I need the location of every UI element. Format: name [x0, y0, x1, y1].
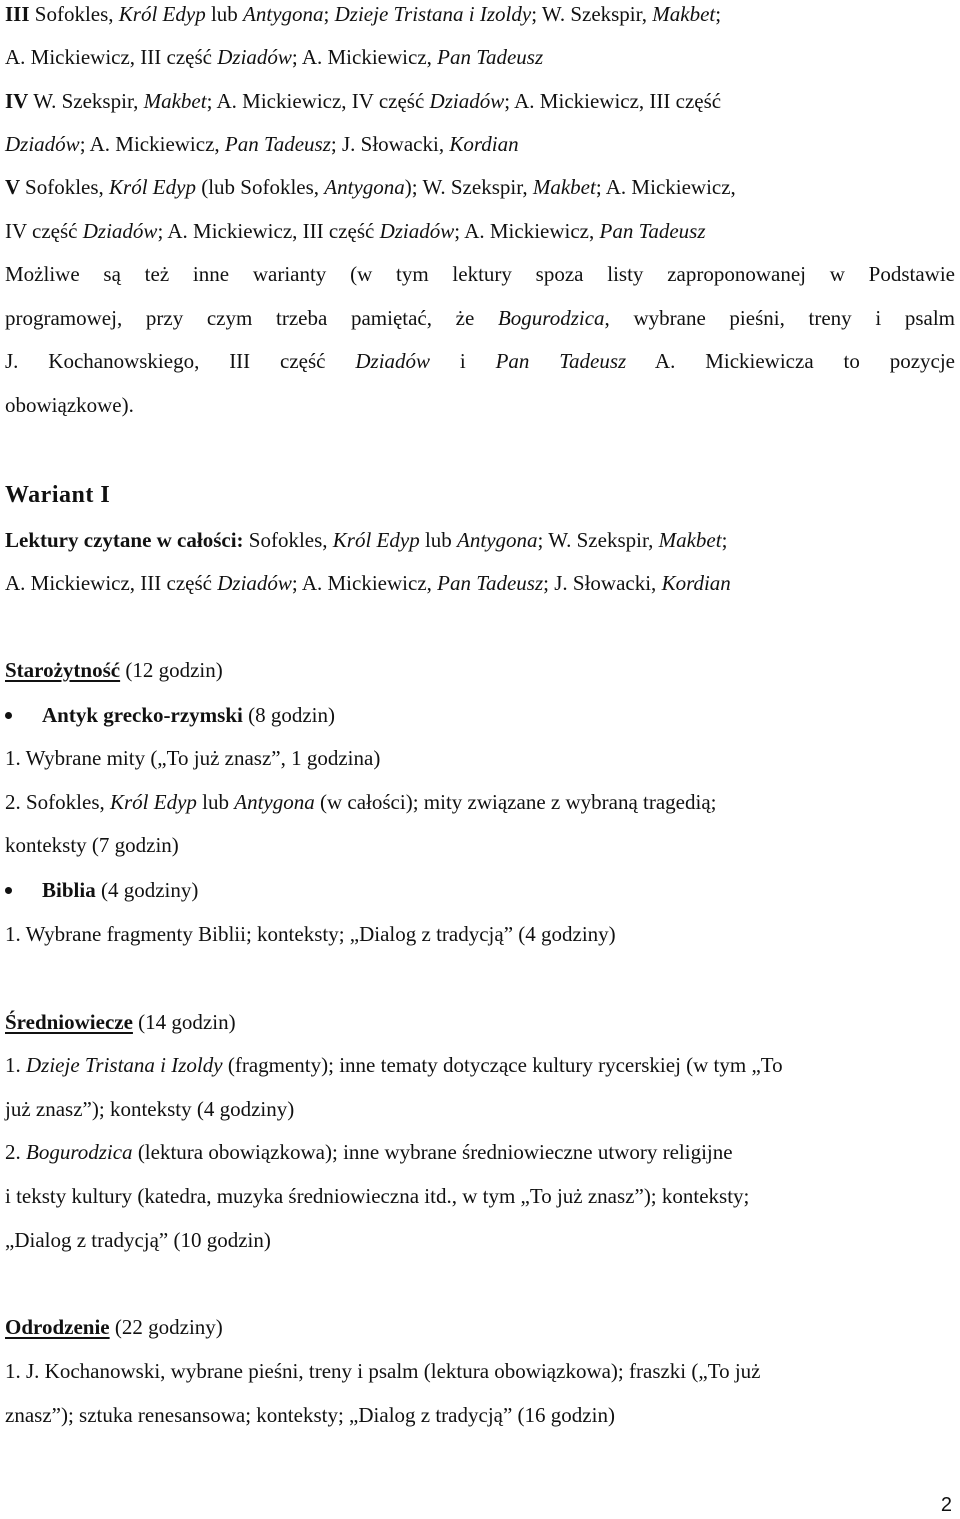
bullet-antyk: Antyk grecko-rzymski (8 godzin): [5, 703, 335, 727]
variant-readings-line-2: A. Mickiewicz, III część Dziadów; A. Mickiewicz, Pan Tadeusz; J. Słowacki, Kordian: [5, 571, 731, 595]
antiquity-item-1: 1. Wybrane mity („To już znasz”, 1 godzina): [5, 746, 381, 770]
antiquity-item-2-cont: konteksty (7 godzin): [5, 833, 179, 857]
variant-III-line-2: A. Mickiewicz, III część Dziadów; A. Mickiewicz, Pan Tadeusz: [5, 45, 544, 69]
bullet-icon: [5, 712, 12, 719]
renaissance-item-1: 1. J. Kochanowski, wybrane pieśni, treny i psalm (lektura obowiązkowa); fraszki („To już: [5, 1359, 761, 1383]
antiquity-item-3: 1. Wybrane fragmenty Biblii; konteksty; „Dialog z tradycją” (4 godziny): [5, 922, 616, 946]
note-line-4: obowiązkowe).: [5, 393, 134, 417]
note-line-3: J. Kochanowskiego, III część Dziadów i Pan Tadeusz A. Mickiewicza to pozycje: [5, 349, 955, 373]
variant-V-line-2: IV część Dziadów; A. Mickiewicz, III część Dziadów; A. Mickiewicz, Pan Tadeusz: [5, 219, 706, 243]
renaissance-item-1-cont: znasz”); sztuka renesansowa; konteksty; „Dialog z tradycją” (16 godzin): [5, 1403, 615, 1427]
variant-heading: Wariant I: [5, 482, 111, 508]
variant-readings-line-1: Lektury czytane w całości: Sofokles, Król Edyp lub Antygona; W. Szekspir, Makbet;: [5, 528, 728, 552]
section-antiquity-title: Starożytność (12 godzin): [5, 658, 223, 682]
variant-III-line: III Sofokles, Król Edyp lub Antygona; Dzieje Tristana i Izoldy; W. Szekspir, Makbet;: [5, 2, 722, 26]
middle-ages-item-2-cont-2: „Dialog z tradycją” (10 godzin): [5, 1228, 271, 1252]
middle-ages-item-1: 1. Dzieje Tristana i Izoldy (fragmenty); inne tematy dotyczące kultury rycerskiej (w tym „To: [5, 1053, 783, 1077]
variant-IV-line-2: Dziadów; A. Mickiewicz, Pan Tadeusz; J. Słowacki, Kordian: [5, 132, 519, 156]
middle-ages-item-2-cont: i teksty kultury (katedra, muzyka średniowieczna itd., w tym „To już znasz”); konteksty;: [5, 1184, 750, 1208]
bullet-biblia: Biblia (4 godziny): [5, 878, 198, 902]
variant-IV-line: IV W. Szekspir, Makbet; A. Mickiewicz, IV część Dziadów; A. Mickiewicz, III część: [5, 89, 722, 113]
variant-V-line: V Sofokles, Król Edyp (lub Sofokles, Antygona); W. Szekspir, Makbet; A. Mickiewicz,: [5, 175, 736, 199]
note-line-1: Możliwe są też inne warianty (w tym lektury spoza listy zaproponowanej w Podstawie: [5, 262, 955, 286]
middle-ages-item-1-cont: już znasz”); konteksty (4 godziny): [5, 1097, 295, 1121]
section-renaissance-title: Odrodzenie (22 godziny): [5, 1315, 223, 1339]
page-number: 2: [940, 1494, 952, 1516]
bullet-icon: [5, 887, 12, 894]
middle-ages-item-2: 2. Bogurodzica (lektura obowiązkowa); inne wybrane średniowieczne utwory religijne: [5, 1140, 733, 1164]
note-line-2: programowej, przy czym trzeba pamiętać, że Bogurodzica, wybrane pieśni, treny i psalm: [5, 306, 955, 330]
section-middle-ages-title: Średniowiecze (14 godzin): [5, 1010, 236, 1034]
antiquity-item-2: 2. Sofokles, Król Edyp lub Antygona (w całości); mity związane z wybraną tragedią;: [5, 790, 717, 814]
